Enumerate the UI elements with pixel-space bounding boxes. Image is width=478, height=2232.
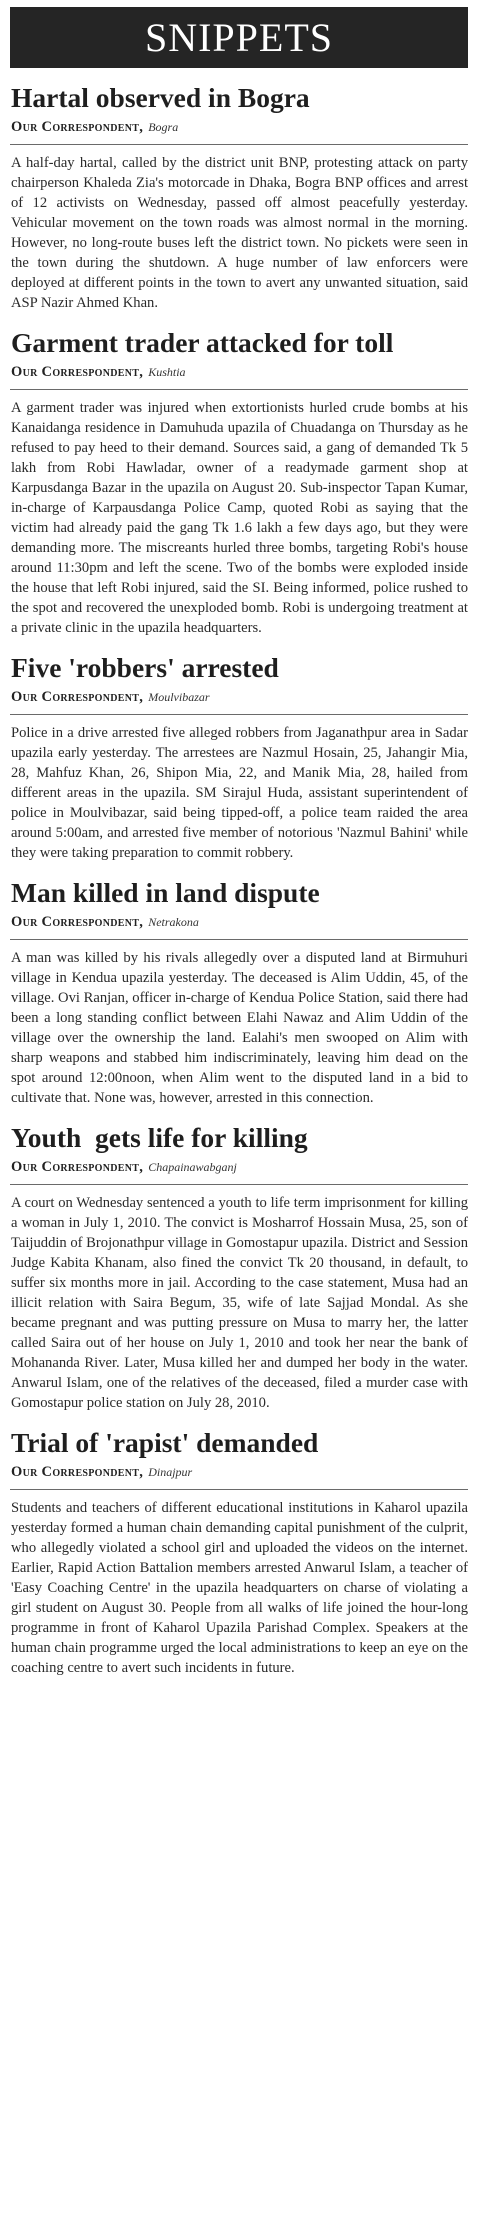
story-body [11, 1193, 468, 1413]
byline-location: Moulvibazar [148, 690, 210, 704]
byline-location: Chapainawabganj [148, 1160, 237, 1174]
story-body [11, 153, 468, 313]
story-bogra [10, 82, 468, 313]
byline-location: Kushtia [148, 365, 186, 379]
byline-divider [10, 714, 468, 715]
story-body [11, 723, 468, 863]
story-paragraph: Police in a drive arrested five alleged robbers from Jaganathpur area in Sadar upazila early yesterday. The arrestees are Nazmul Hosain, 25, Jahangir Mia, 28, Mahfuz Khan, 26, Shipon Mia, 22, and Manik Mia, 28, hailed from different areas in the upazila. SM Sirajul Huda, assistant superintendent of police in Moulvibazar, said being tipped-off, a police team raided the area around 5:00am, and arrested five member of notorious 'Nazmul Bahini' while they were taking preparation to commit robbery. [11, 725, 468, 861]
story-headline: Garment trader attacked for toll [11, 327, 394, 358]
story-paragraph: A garment trader was injured when extortionists hurled crude bombs at his Kanaidanga residence in Damuhuda upazila of Chuadanga on Thursday as he refused to pay heed to their demand. Sources said, a gang of demanded Tk 5 lakh from Robi Hawladar, owner of a readymade garment shop at Karpusdanga Bazar in the upazila on August 20. Sub-inspector Tapan Kumar, in-charge of Karpausdanga Police Camp, quoted Robi as saying that the victim had already paid the gang Tk 1.6 lakh a few days ago, but they were demanding more. The miscreants hurled three bombs, targeting Robi's house around 11:30pm and left the scene. Two of the bombs were exploded inside the house that left Robi injured, said the SI. Being informed, police rushed to the spot and recovered the unexploded bomb. Robi is undergoing treatment at a private clinic in the upazila headquarters. [11, 400, 468, 636]
story-body [11, 1498, 468, 1678]
story-byline [11, 363, 468, 381]
story-kushtia [10, 327, 468, 638]
story-byline [11, 688, 468, 706]
story-headline: Youth gets life for killing [11, 1122, 308, 1153]
story-body [11, 948, 468, 1108]
byline-author: Our Correspondent, [11, 1464, 144, 1480]
newspaper-page [0, 7, 478, 2232]
byline-author: Our Correspondent, [11, 914, 144, 930]
story-byline [11, 1463, 468, 1481]
byline-author: Our Correspondent, [11, 119, 144, 135]
byline-location: Bogra [148, 120, 179, 134]
story-paragraph: A court on Wednesday sentenced a youth to life term imprisonment for killing a woman in July 1, 2010. The convict is Mosharrof Hossain Musa, 25, son of Taijuddin of Brojonathpur village in Gomostapur upazila. District and Session Judge Kabita Khanam, also fined the convict Tk 20 thousand, in default, to suffer six months more in jail. According to the case statement, Musa had an illicit relation with Saira Begum, 35, wife of late Sajjad Mondal. As she became pregnant and was putting pressure on Musa to marry her, the latter called Saira out of her house on July 1, 2010 and took her near the bank of Mohananda River. Later, Musa killed her and dumped her body in the water. Anwarul Islam, one of the relatives of the deceased, filed a murder case with Gomostapur police station on July 28, 2010. [11, 1195, 468, 1411]
byline-divider [10, 939, 468, 940]
byline-divider [10, 1184, 468, 1185]
story-netrakona [10, 877, 468, 1108]
story-body [11, 398, 468, 638]
story-moulvibazar [10, 652, 468, 863]
section-banner: SNIPPETS [10, 7, 468, 68]
byline-author: Our Correspondent, [11, 364, 144, 380]
story-dinajpur [10, 1427, 468, 1678]
story-byline [11, 913, 468, 931]
story-chapainawabganj [10, 1122, 468, 1413]
byline-divider [10, 389, 468, 390]
story-paragraph: A half-day hartal, called by the district unit BNP, protesting attack on party chairperson Khaleda Zia's motorcade in Dhaka, Bogra BNP offices and arrest of 12 activists on Wednesday, passed off almost peacefully yesterday. Vehicular movement on the town roads was almost normal in the morning. However, no long-route buses left the district town. No pickets were seen in the town during the shutdown. A huge number of law enforcers were deployed at different points in the town to avert any unwanted situation, said ASP Nazir Ahmed Khan. [11, 155, 468, 311]
story-headline: Man killed in land dispute [11, 877, 320, 908]
byline-divider [10, 144, 468, 145]
byline-divider [10, 1489, 468, 1490]
story-headline: Hartal observed in Bogra [11, 82, 310, 113]
story-headline: Five 'robbers' arrested [11, 652, 279, 683]
story-byline [11, 118, 468, 136]
byline-author: Our Correspondent, [11, 1159, 144, 1175]
story-headline: Trial of 'rapist' demanded [11, 1427, 319, 1458]
byline-author: Our Correspondent, [11, 689, 144, 705]
byline-location: Netrakona [148, 915, 199, 929]
byline-location: Dinajpur [148, 1465, 193, 1479]
story-paragraph: Students and teachers of different educational institutions in Kaharol upazila yesterday formed a human chain demanding capital punishment of the culprit, who allegedly violated a school girl and uploaded the videos on the internet. Earlier, Rapid Action Battalion members arrested Anwarul Islam, a teacher of 'Easy Coaching Centre' in the upazila headquarters on charse of violating a girl student on August 30. People from all walks of life joined the hour-long programme in front of Kaharol Upazila Parishad Complex. Speakers at the human chain programme urged the local administrations to keep an eye on the coaching centre to avert such incidents in future. [11, 1500, 468, 1676]
story-byline [11, 1158, 468, 1176]
story-paragraph: A man was killed by his rivals allegedly over a disputed land at Birmuhuri village in Kendua upazila yesterday. The deceased is Alim Uddin, 45, of the village. Ovi Ranjan, officer in-charge of Kendua Police Station, said there had been a long standing conflict between Elahi Nawaz and Alim Uddin of the village over the ownership the land. Ealahi's men swooped on Alim with sharp weapons and stabbed him indiscriminately, leaving him dead on the spot around 12:00noon, when Alim went to the disputed land in a bid to cultivate that. None was, however, arrested in this connection. [11, 950, 468, 1106]
